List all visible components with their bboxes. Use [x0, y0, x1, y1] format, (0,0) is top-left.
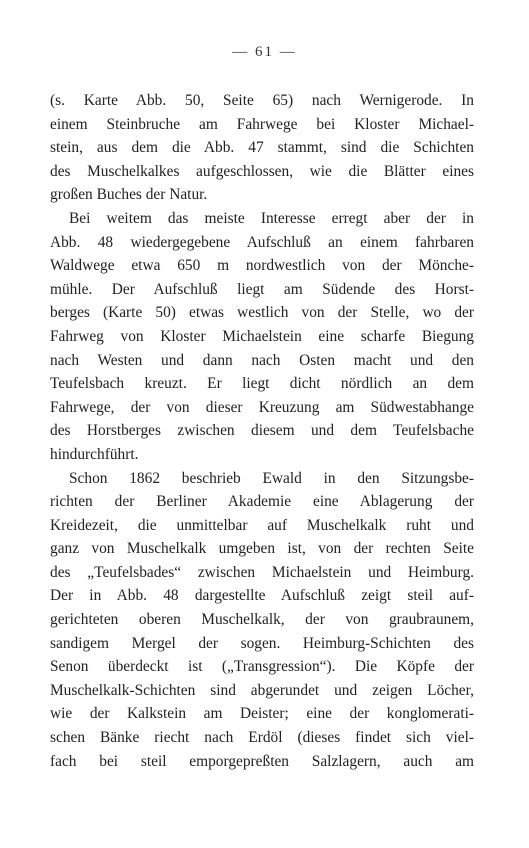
text-line: (s. Karte Abb. 50, Seite 65) nach Wernigerode. In: [50, 92, 474, 109]
paragraph: [50, 467, 474, 774]
body-text: [50, 89, 474, 773]
text-line: gerichteten oberen Muschelkalk, der von graubraunem,: [50, 611, 474, 629]
text-line: nach Westen und dann nach Osten macht und den: [50, 351, 474, 369]
text-line: Der in Abb. 48 dargestellte Aufschluß zeigt steil auf-: [50, 587, 474, 605]
text-line: fach bei steil emporgepreßten Salzlagern, auch am: [50, 752, 474, 770]
text-line: mühle. Der Aufschluß liegt am Südende des Horst-: [50, 280, 474, 298]
text-line: sandigem Mergel der sogen. Heimburg-Schichten des: [50, 634, 474, 652]
text-line: des Muschelkalkes aufgeschlossen, wie die Blätter eines: [50, 162, 474, 180]
text-line: Muschelkalk-Schichten sind abgerundet und zeigen Löcher,: [50, 681, 474, 699]
text-line: Fahrwege, der von dieser Kreuzung am Südwestabhange: [50, 398, 474, 416]
text-line: Kreidezeit, die unmittelbar auf Muschelkalk ruht und: [50, 516, 474, 534]
text-line: Teufelsbach kreuzt. Er liegt dicht nördlich an dem: [50, 375, 474, 393]
text-line: Senon überdeckt ist („Transgression“). Die Köpfe der: [50, 658, 474, 676]
text-line: stein, aus dem die Abb. 47 stammt, sind die Schichten: [50, 139, 474, 157]
text-line: Waldwege etwa 650 m nordwestlich von der Mönche-: [50, 257, 474, 275]
paragraph: [50, 89, 474, 207]
page-number: — 61 —: [232, 44, 297, 60]
paragraph: [50, 207, 474, 467]
text-line: des „Teufelsbades“ zwischen Michaelstein und Heimburg.: [50, 563, 474, 581]
text-line: schen Bänke riecht nach Erdöl (dieses findet sich viel-: [50, 729, 474, 747]
text-line: berges (Karte 50) etwas westlich von der Stelle, wo der: [50, 304, 474, 322]
text-line: wie der Kalkstein am Deister; eine der konglomerati-: [50, 705, 474, 723]
text-line: einem Steinbruche am Fahrwege bei Kloster Michael-: [50, 115, 474, 133]
text-line: Fahrweg von Kloster Michaelstein eine scharfe Biegung: [50, 327, 474, 345]
text-line: großen Buches der Natur.: [50, 186, 208, 204]
text-line: hindurchführt.: [50, 445, 139, 463]
text-line: Schon 1862 beschrieb Ewald in den Sitzungsbe-: [69, 469, 474, 487]
text-line: Abb. 48 wiedergegebene Aufschluß an einem fahrbaren: [50, 233, 474, 251]
text-line: des Horstberges zwischen diesem und dem Teufelsbache: [50, 422, 474, 440]
text-line: ganz von Muschelkalk umgeben ist, von der rechten Seite: [50, 540, 474, 558]
text-line: Bei weitem das meiste Interesse erregt aber der in: [69, 209, 474, 227]
text-line: richten der Berliner Akademie eine Ablagerung der: [50, 493, 474, 511]
